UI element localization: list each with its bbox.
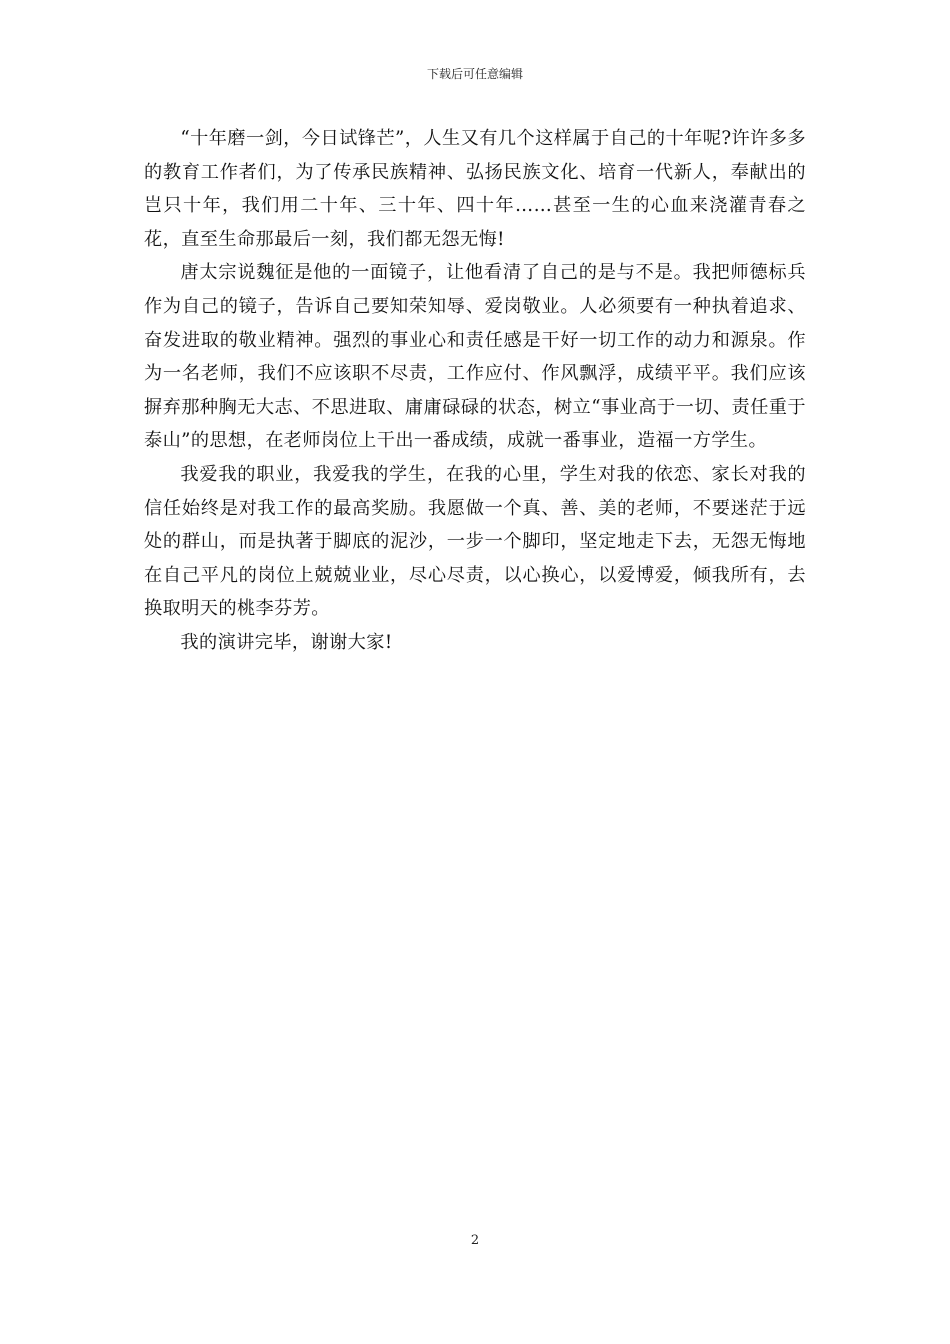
paragraph-3: 我爱我的职业，我爱我的学生，在我的心里，学生对我的依恋、家长对我的信任始终是对我工作的最高奖励。我愿做一个真、善、美的老师，不要迷茫于远处的群山，而是执著于脚底的泥沙，一步一个脚印，坚定地走下去，无怨无悔地在自己平凡的岗位上兢兢业业，尽心尽责，以心换心，以爱博爱，倾我所有，去换取明天的桃李芬芳。	[144, 463, 806, 620]
paragraph-4: 我的演讲完毕，谢谢大家!	[180, 631, 393, 653]
paragraph-2: 唐太宗说魏征是他的一面镜子，让他看清了自己的是与不是。我把师德标兵作为自己的镜子，告诉自己要知荣知辱、爱岗敬业。人必须要有一种执着追求、奋发进取的敬业精神。强烈的事业心和责任感是干好一切工作的动力和源泉。作为一名老师，我们不应该职不尽责，工作应付、作风飘浮，成绩平平。我们应该摒弃那种胸无大志、不思进取、庸庸碌碌的状态，树立“事业高于一切、责任重于泰山”的思想，在老师岗位上干出一番成绩，成就一番事业，造福一方学生。	[144, 262, 806, 452]
page-header: 下载后可任意编辑	[426, 67, 523, 81]
page-number: 2	[470, 1233, 480, 1248]
document-body	[144, 122, 806, 660]
paragraph-1: “十年磨一剑，今日试锋芒”，人生又有几个这样属于自己的十年呢?许许多多的教育工作者们，为了传承民族精神、弘扬民族文化、培育一代新人，奉献出的岂只十年，我们用二十年、三十年、四十年……甚至一生的心血来浇灌青春之花，直至生命那最后一刻，我们都无怨无悔!	[144, 128, 806, 250]
